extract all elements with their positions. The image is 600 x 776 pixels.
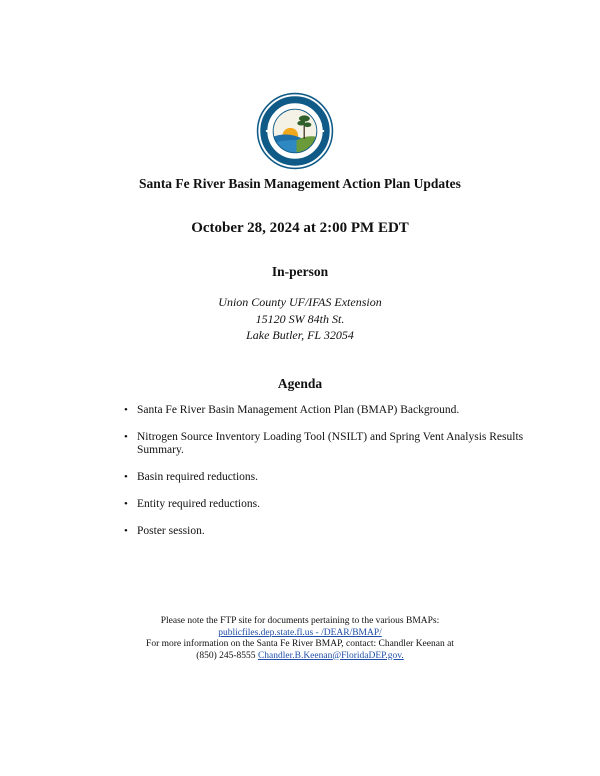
meeting-address [0, 294, 600, 344]
page-title: Santa Fe River Basin Management Action Plan Updates [139, 176, 461, 191]
meeting-mode-heading: In-person [271, 264, 329, 279]
agenda-item-text: Poster session. [137, 525, 205, 537]
address-line-street: 15120 SW 84th St. [255, 311, 345, 326]
bullet-icon: • [124, 498, 128, 510]
footer-contact [0, 616, 600, 662]
bullet-icon: • [124, 471, 128, 483]
agenda-item [124, 525, 524, 538]
footer-contact-note: For more information on the Santa Fe River BMAP, contact: Chandler Keenan at [146, 639, 454, 649]
agenda-item-text: Basin required reductions. [137, 471, 259, 483]
bullet-icon: • [124, 525, 128, 537]
agenda-item [124, 471, 524, 484]
ftp-link[interactable]: publicfiles.dep.state.fl.us - /DEAR/BMAP/ [218, 627, 382, 638]
agenda-item [124, 431, 524, 457]
agenda-item-text: Nitrogen Source Inventory Loading Tool (NSILT) and Spring Vent Analysis Results Summary. [137, 431, 524, 456]
address-line-city: Lake Butler, FL 32054 [246, 328, 354, 342]
agenda-item-text: Santa Fe River Basin Management Action Plan (BMAP) Background. [137, 404, 460, 416]
contact-phone: (850) 245-8555 [196, 650, 256, 661]
florida-dep-seal-icon [256, 92, 334, 170]
bullet-icon: • [124, 431, 128, 443]
agenda-item-text: Entity required reductions. [137, 498, 260, 510]
meeting-datetime: October 28, 2024 at 2:00 PM EDT [191, 220, 409, 236]
agenda-list [124, 404, 524, 552]
footer-ftp-note: Please note the FTP site for documents pertaining to the various BMAPs: [160, 616, 440, 626]
agenda-item [124, 498, 524, 511]
bullet-icon: • [124, 404, 128, 416]
agenda-heading: Agenda [277, 376, 323, 391]
address-line-venue: Union County UF/IFAS Extension [218, 295, 382, 309]
agenda-item [124, 404, 524, 417]
contact-email-link[interactable]: Chandler.B.Keenan@FloridaDEP.gov. [257, 650, 404, 661]
